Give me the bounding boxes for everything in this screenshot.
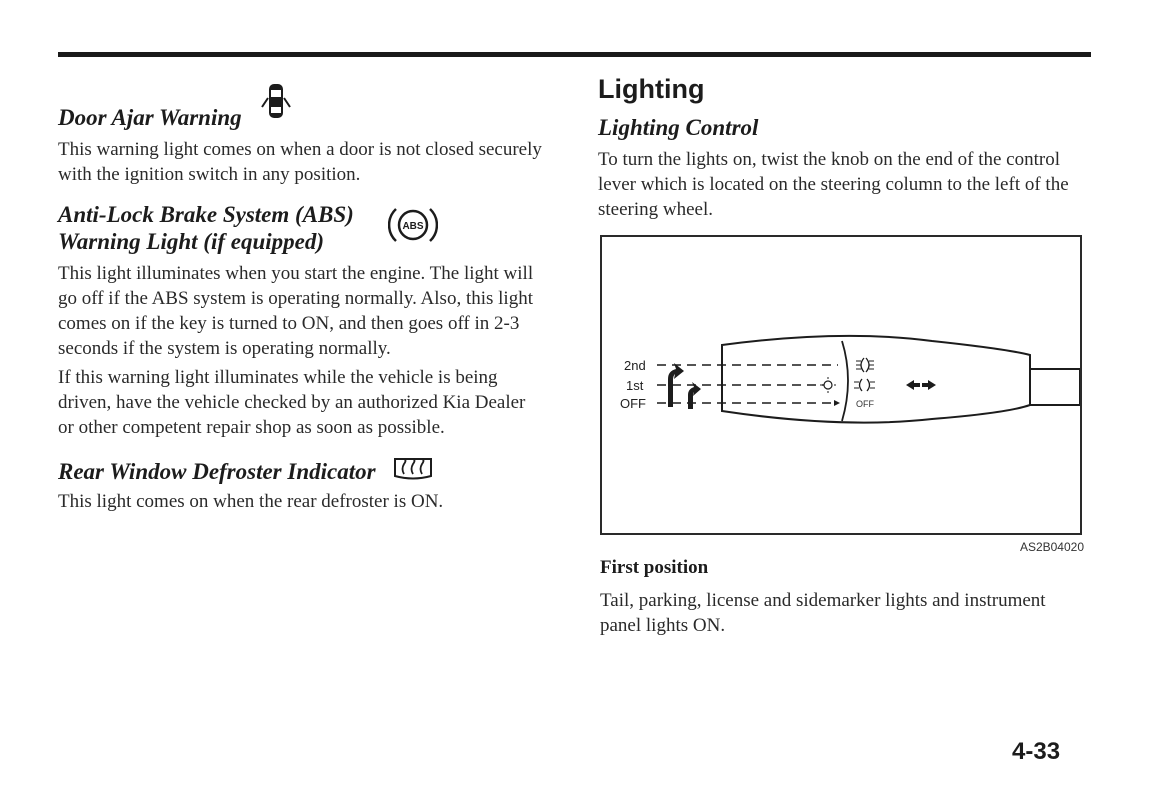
knob-off-text: OFF — [856, 399, 874, 409]
position-label-1st: 1st — [626, 378, 644, 393]
door-ajar-body: This warning light comes on when a door is not closed securely with the ignition switch in any position. — [58, 139, 542, 185]
lighting-control-title: Lighting Control — [598, 115, 759, 140]
abs-body-1: This light illuminates when you start the engine. The light will go off if the ABS system is operating normally. Also, this light comes on if the key is turned to ON, and then goes off in 2-3 seconds if the system is operating normally. — [58, 263, 534, 359]
lighting-control-body: To turn the lights on, twist the knob on the end of the control lever which is located on the steering column to the left of the steering wheel. — [598, 149, 1069, 220]
light-switch-figure — [600, 235, 1082, 535]
position-label-off: OFF — [620, 396, 646, 411]
page-number: 4-33 — [1012, 738, 1061, 765]
door-ajar-heading — [58, 80, 558, 131]
first-position-body: Tail, parking, license and sidemarker lights and instrument panel lights ON. — [600, 590, 1046, 636]
door-ajar-title: Door Ajar Warning — [58, 105, 242, 130]
rear-defroster-icon — [392, 456, 434, 487]
header-rule — [58, 52, 1091, 57]
abs-body-2: If this warning light illuminates while the vehicle is being driven, have the vehicle checked by an authorized Kia Dealer or other competent repair shop as soon as possible. — [58, 367, 526, 438]
first-position-title: First position — [600, 557, 709, 578]
abs-title-line1: Anti-Lock Brake System (ABS) — [58, 202, 354, 227]
abs-icon — [388, 203, 438, 252]
defrost-heading — [58, 456, 558, 487]
left-column — [58, 80, 558, 514]
defrost-title: Rear Window Defroster Indicator — [58, 459, 376, 484]
abs-heading — [58, 201, 558, 255]
figure-code: AS2B04020 — [1019, 540, 1084, 554]
right-column — [598, 72, 1088, 222]
light-switch-illustration — [602, 237, 1080, 533]
lighting-section-title: Lighting — [598, 74, 705, 104]
abs-icon-text: ABS — [402, 221, 424, 232]
door-ajar-icon — [256, 80, 296, 131]
abs-title-line2: Warning Light (if equipped) — [58, 229, 325, 254]
defrost-body: This light comes on when the rear defroster is ON. — [58, 491, 444, 512]
position-label-2nd: 2nd — [624, 358, 646, 373]
